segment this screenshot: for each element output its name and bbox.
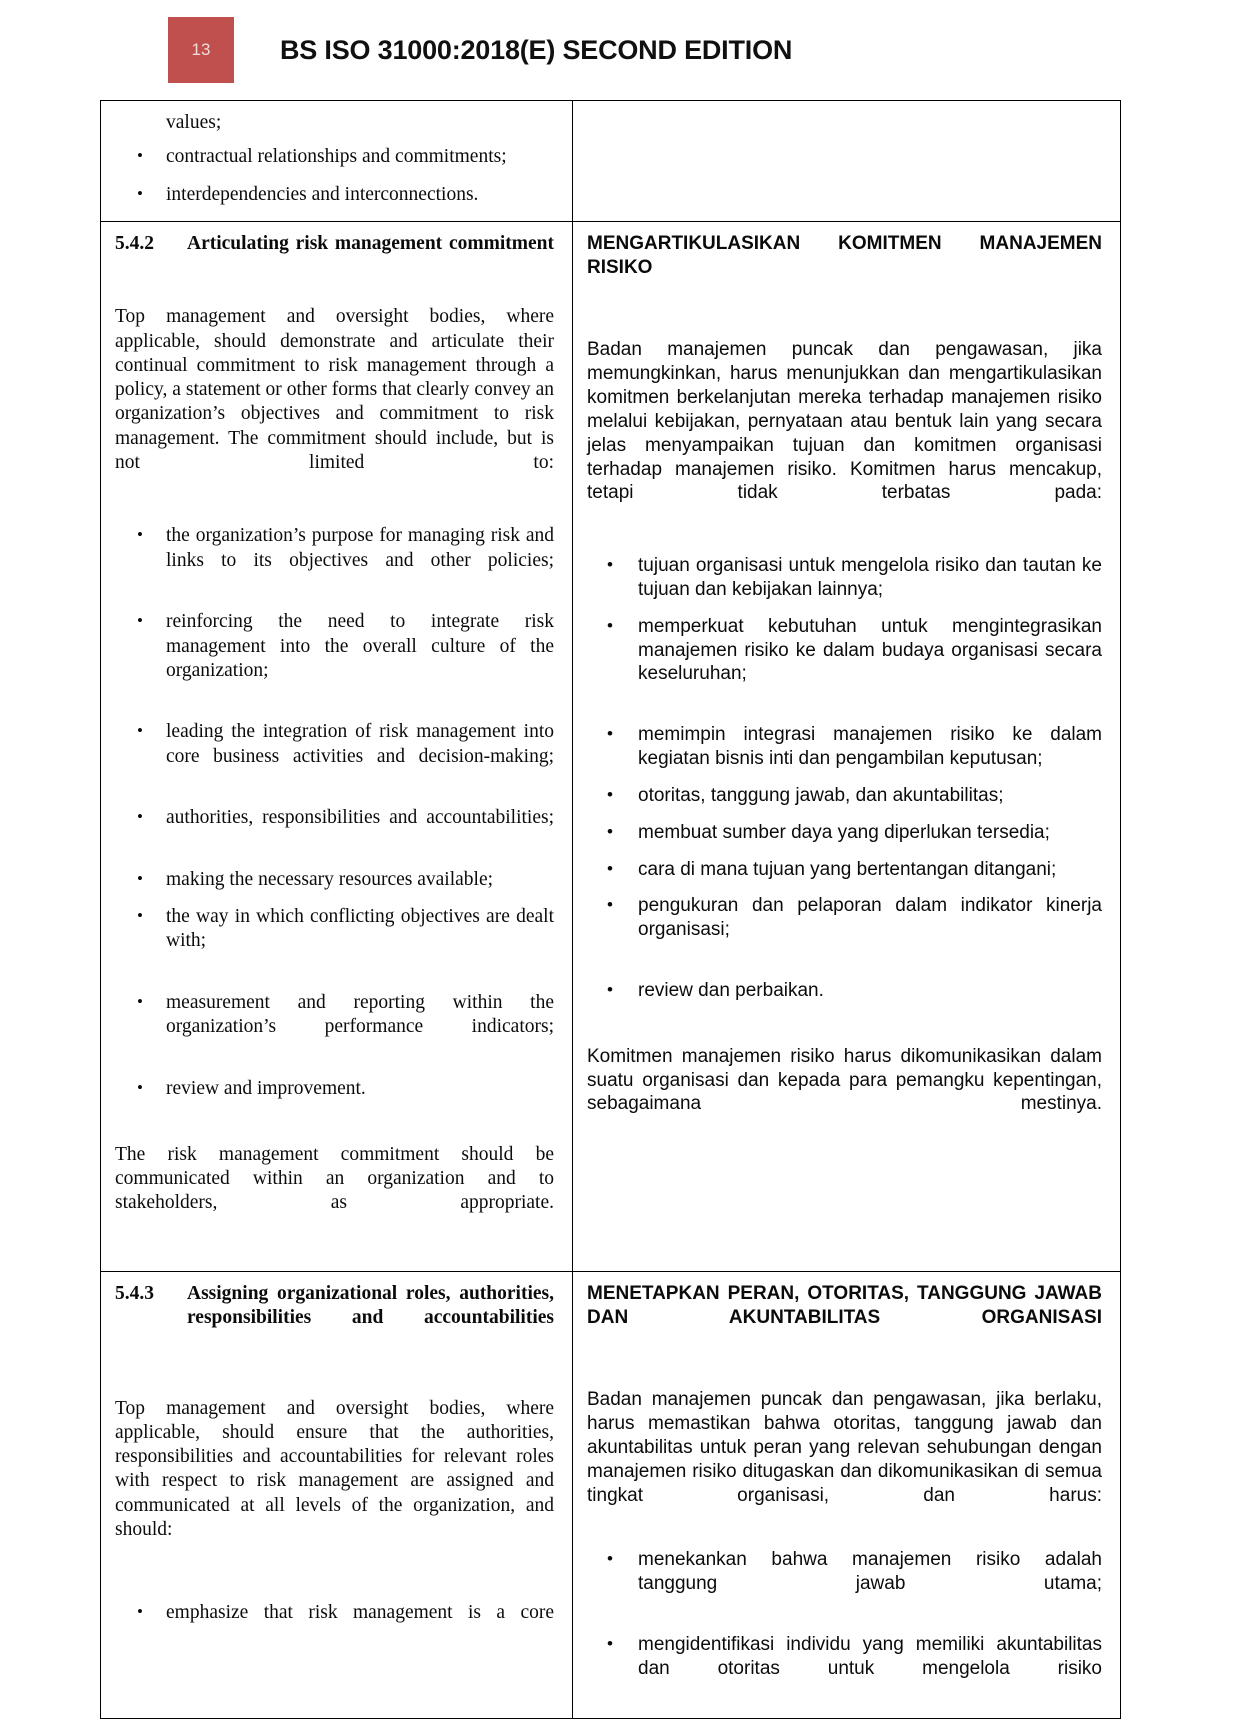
spacer	[587, 303, 1102, 328]
list-item: • review and improvement.	[137, 1077, 366, 1099]
bullet-icon: •	[607, 979, 613, 999]
list-item: • cara di mana tujuan yang bertentangan ditangani;	[607, 858, 1057, 880]
indonesian-bullet-list	[587, 554, 1102, 1003]
spacer	[115, 499, 554, 524]
bullet-icon: •	[607, 895, 613, 915]
bullet-icon: •	[137, 1602, 143, 1622]
list-item: • making the necessary resources available;	[137, 868, 494, 890]
page-number: 13	[191, 40, 211, 59]
list-item: • emphasize that risk management is a core	[137, 1602, 554, 1624]
closing-paragraph: Komitmen manajemen risiko harus dikomunikasikan dalam suatu organisasi dan kepada para pemangku kepentingan, sebagaimana mestinya.	[587, 1045, 1102, 1115]
bullet-icon: •	[607, 615, 613, 635]
spacer	[115, 1566, 554, 1591]
body-paragraph: Top management and oversight bodies, where applicable, should ensure that the authorities, responsibilities and accountabilities for relevant roles with respect to risk management are assigned and communicated at all levels of the organization, and should:	[115, 1397, 554, 1540]
section-heading-translated: MENETAPKAN PERAN, OTORITAS, TANGGUNG JAWAB DAN AKUNTABILITAS ORGANISASI	[587, 1282, 1102, 1328]
bilingual-translation-table	[100, 100, 1121, 1719]
english-content	[101, 101, 572, 221]
page-header	[0, 0, 1237, 100]
table-cell-indonesian	[573, 221, 1121, 1271]
section-title: Assigning organizational roles, authorities, responsibilities and accountabilities	[187, 1282, 554, 1329]
list-item: • the way in which conflicting objectives are dealt with;	[137, 905, 554, 952]
bullet-icon: •	[607, 724, 613, 744]
spacer	[587, 529, 1102, 554]
list-item: • contractual relationships and commitments;	[137, 146, 507, 168]
section-title: Articulating risk management commitment	[187, 232, 554, 254]
list-item: • mengidentifikasi individu yang memiliki akuntabilitas dan otoritas untuk mengelola risiko	[607, 1633, 1102, 1679]
spacer	[587, 1003, 1102, 1028]
english-bullet-list	[115, 145, 554, 207]
list-item: • leading the integration of risk management into core business activities and decision-making;	[137, 721, 554, 767]
list-item: • memperkuat kebutuhan untuk mengintegrasikan manajemen risiko ke dalam budaya organisasi secara keseluruhan;	[607, 615, 1102, 685]
indonesian-content	[573, 222, 1120, 1154]
english-content	[101, 1272, 572, 1664]
section-heading-5-4-2	[115, 232, 554, 281]
table-row	[101, 1271, 1121, 1719]
closing-paragraph: The risk management commitment should be communicated within an organization and to stakeholders, as appropriate.	[115, 1143, 554, 1214]
bullet-icon: •	[137, 611, 143, 631]
spacer	[587, 1378, 1102, 1388]
list-item: • pengukuran dan pelaporan dalam indikator kinerja organisasi;	[607, 895, 1102, 941]
table-cell-english	[101, 1271, 573, 1719]
list-item: • interdependencies and interconnections.	[137, 183, 479, 205]
table-cell-indonesian	[573, 1271, 1121, 1719]
spacer	[115, 1126, 554, 1143]
table-row	[101, 101, 1121, 222]
bullet-icon: •	[607, 1633, 613, 1653]
bullet-icon: •	[607, 555, 613, 575]
body-paragraph: Top management and oversight bodies, where applicable, should demonstrate and articulate their continual commitment to risk management through a policy, a statement or other forms that clearly convey an organization’s objectives and commitment to risk management. The commitment should include, but is not limited to:	[115, 306, 554, 473]
english-bullet-list	[115, 1601, 554, 1650]
body-paragraph: Badan manajemen puncak dan pengawasan, jika memungkinkan, harus menunjukkan dan mengartikulasikan komitmen berkelanjutan mereka terhadap manajemen risiko melalui kebijakan, pernyataan atau bentuk lain yang secara jelas menyampaikan tujuan dan komitmen organisasi terhadap manajemen risiko. Komitmen harus mencakup, tetapi tidak terbatas pada:	[587, 339, 1102, 504]
section-heading-translated: MENGARTIKULASIKAN KOMITMEN MANAJEMEN RISIKO	[587, 232, 1102, 278]
table-cell-english	[101, 221, 573, 1271]
list-item: • review dan perbaikan.	[607, 979, 824, 1001]
spacer	[115, 280, 554, 305]
bullet-icon: •	[137, 868, 143, 888]
list-item: • menekankan bahwa manajemen risiko adalah tanggung jawab utama;	[607, 1549, 1102, 1595]
bullet-icon: •	[137, 183, 143, 203]
indonesian-bullet-list	[587, 1548, 1102, 1704]
spacer	[587, 1531, 1102, 1548]
bullet-icon: •	[137, 721, 143, 741]
list-item: • otoritas, tanggung jawab, dan akuntabilitas;	[607, 784, 1004, 806]
english-content	[101, 222, 572, 1271]
list-item: • tujuan organisasi untuk mengelola risiko dan tautan ke tujuan dan kebijakan lainnya;	[607, 555, 1102, 600]
list-item: • reinforcing the need to integrate risk management into the overall culture of the organization;	[137, 611, 554, 681]
bullet-icon: •	[137, 1077, 143, 1097]
spacer	[115, 135, 554, 145]
list-item: • measurement and reporting within the organization’s performance indicators;	[137, 991, 554, 1037]
continued-list-text: values;	[166, 112, 222, 133]
list-item: • membuat sumber daya yang diperlukan tersedia;	[607, 821, 1050, 843]
spacer	[115, 1101, 554, 1126]
document-title: BS ISO 31000:2018(E) SECOND EDITION	[280, 34, 793, 65]
section-number: 5.4.2	[115, 232, 154, 254]
section-number: 5.4.3	[115, 1282, 154, 1304]
table-row	[101, 221, 1121, 1271]
indonesian-content	[573, 101, 1120, 149]
page-number-badge	[168, 17, 234, 83]
list-item: • the organization’s purpose for managing risk and links to its objectives and other policies;	[137, 525, 554, 571]
spacer	[587, 1353, 1102, 1378]
table-cell-indonesian	[573, 101, 1121, 222]
body-paragraph: Badan manajemen puncak dan pengawasan, jika berlaku, harus memastikan bahwa otoritas, tanggung jawab dan akuntabilitas untuk peran yang relevan sehubungan dengan manajemen risiko ditugaskan dan dikomunikasikan di semua tingkat organisasi, dan harus:	[587, 1389, 1102, 1506]
bullet-icon: •	[137, 807, 143, 827]
section-heading-5-4-3	[115, 1282, 554, 1355]
bullet-icon: •	[607, 821, 613, 841]
list-item: • memimpin integrasi manajemen risiko ke dalam kegiatan bisnis inti dan pengambilan keputusan;	[607, 724, 1102, 769]
bullet-icon: •	[137, 146, 143, 166]
spacer	[115, 1380, 554, 1397]
spacer	[115, 1355, 554, 1380]
bullet-icon: •	[137, 905, 143, 925]
indonesian-content	[573, 1272, 1120, 1719]
bullet-icon: •	[607, 858, 613, 878]
spacer	[587, 328, 1102, 338]
spacer	[115, 1240, 554, 1257]
bullet-icon: •	[137, 991, 143, 1011]
spacer	[587, 1028, 1102, 1045]
english-bullet-list	[115, 524, 554, 1100]
bullet-icon: •	[607, 1549, 613, 1569]
list-item: • authorities, responsibilities and accountabilities;	[137, 807, 554, 829]
bullet-icon: •	[137, 525, 143, 545]
bullet-icon: •	[607, 784, 613, 804]
table-cell-english	[101, 101, 573, 222]
